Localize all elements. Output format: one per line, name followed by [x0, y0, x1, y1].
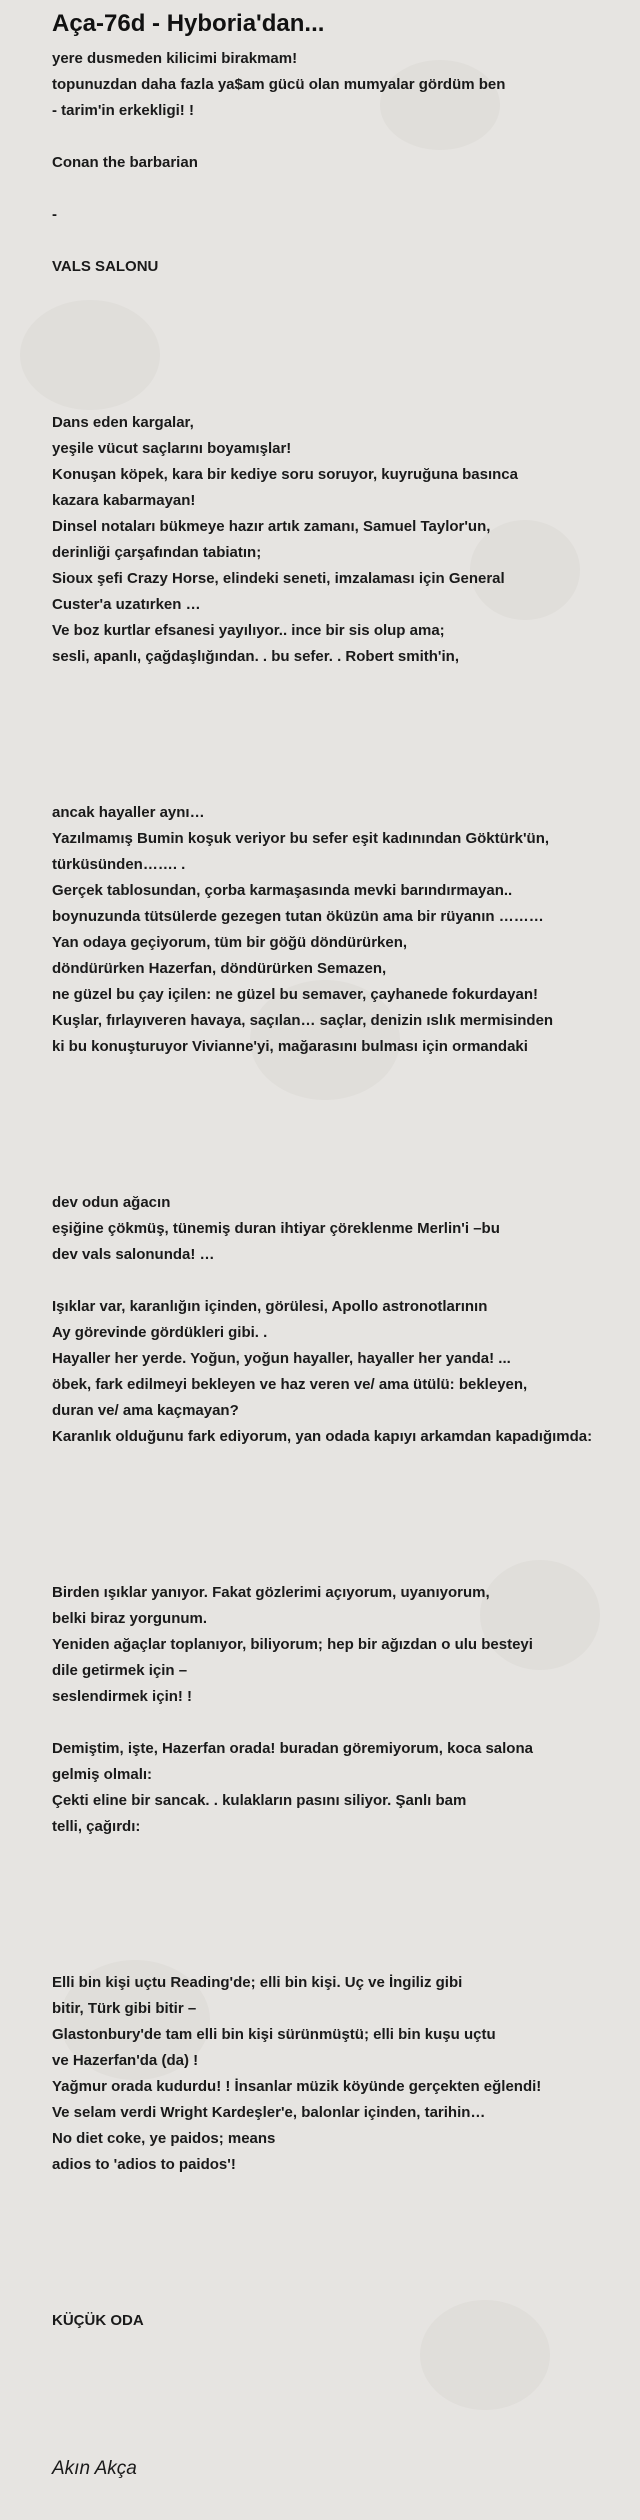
poem-line: Karanlık olduğunu fark ediyorum, yan odada kapıyı arkamdan kapadığımda: [52, 1428, 593, 1445]
poem-line: Ve boz kurtlar efsanesi yayılıyor.. ince bir sis olup ama; [52, 622, 445, 639]
poem-line: ne güzel bu çay içilen: ne güzel bu semaver, çayhanede fokurdayan! [52, 986, 538, 1003]
poem-line: Konuşan köpek, kara bir kediye soru soruyor, kuyruğuna basınca [52, 466, 518, 483]
poem-line: Ve selam verdi Wright Kardeşler'e, balonlar içinden, tarihin… [52, 2104, 486, 2121]
poem-line: Yağmur orada kudurdu! ! İnsanlar müzik köyünde gerçekten eğlendi! [52, 2078, 542, 2095]
poem-line: belki biraz yorgunum. [52, 1610, 208, 1627]
poem-line: Dans eden kargalar, [52, 414, 194, 431]
poem-stanza [52, 1580, 632, 1710]
poem-line: Çekti eline bir sancak. . kulakların pasını siliyor. Şanlı bam [52, 1792, 467, 1809]
poem-line: dev vals salonunda! … [52, 1246, 215, 1263]
poem-line: Kuşlar, fırlayıveren havaya, saçılan… saçlar, denizin ıslık mermisinden [52, 1012, 554, 1029]
poem-line: Gerçek tablosundan, çorba karmaşasında mevki barındırmayan.. [52, 882, 513, 899]
poem-stanza [52, 202, 632, 228]
poem-line: Ay görevinde gördükleri gibi. . [52, 1324, 268, 1341]
poem-line: - tarim'in erkekligi! ! [52, 102, 194, 119]
poem-line: öbek, fark edilmeyi bekleyen ve haz veren ve/ ama ütülü: bekleyen, [52, 1376, 528, 1393]
poem-line: ancak hayaller aynı… [52, 804, 205, 821]
poem-line: dile getirmek için – [52, 1662, 188, 1679]
poem-line: dev odun ağacın [52, 1194, 171, 1211]
poem-stanza [52, 1190, 632, 1268]
poem-stanza [52, 410, 632, 670]
poem-stanza [52, 1970, 632, 2178]
poem-line: - [52, 206, 57, 223]
poem-line: Demiştim, işte, Hazerfan orada! buradan göremiyorum, koca salona [52, 1740, 533, 1757]
poem-line: eşiğine çökmüş, tünemiş duran ihtiyar çöreklenme Merlin'i –bu [52, 1220, 500, 1237]
poem-line: Sioux şefi Crazy Horse, elindeki seneti, imzalaması için General [52, 570, 505, 587]
poem-stanza [52, 1294, 632, 1450]
poem-line: türküsünden……. . [52, 856, 186, 873]
poem-line: döndürürken Hazerfan, döndürürken Semazen, [52, 960, 387, 977]
poem-line: Yeniden ağaçlar toplanıyor, biliyorum; hep bir ağızdan o ulu besteyi [52, 1636, 533, 1653]
poem-line: ve Hazerfan'da (da) ! [52, 2052, 199, 2069]
poem-stanza [52, 150, 632, 176]
poem-line: Conan the barbarian [52, 154, 198, 171]
poem-line: yeşile vücut saçlarını boyamışlar! [52, 440, 292, 457]
poem-line: seslendirmek için! ! [52, 1688, 193, 1705]
poem-line: derinliği çarşafından tabiatın; [52, 544, 262, 561]
poem-line: boynuzunda tütsülerde gezegen tutan öküzün ama bir rüyanın ……… [52, 908, 544, 925]
poem-line: sesli, apanlı, çağdaşlığından. . bu sefer. . Robert smith'in, [52, 648, 459, 665]
poem-stanza [52, 46, 632, 124]
poem-line: Yazılmamış Bumin koşuk veriyor bu sefer eşit kadınından Göktürk'ün, [52, 830, 550, 847]
poem-line: Elli bin kişi uçtu Reading'de; elli bin kişi. Uç ve İngiliz gibi [52, 1974, 463, 1991]
poem-line: adios to 'adios to paidos'! [52, 2156, 236, 2173]
poem-line: duran ve/ ama kaçmayan? [52, 1402, 239, 1419]
poem-stanza [52, 2308, 632, 2334]
poem-line: Custer'a uzatırken … [52, 596, 201, 613]
poem-line: Işıklar var, karanlığın içinden, görülesi, Apollo astronotlarının [52, 1298, 488, 1315]
poem-line: No diet coke, ye paidos; means [52, 2130, 276, 2147]
poem-line: Birden ışıklar yanıyor. Fakat gözlerimi açıyorum, uyanıyorum, [52, 1584, 490, 1601]
poem-author: Akın Akça [52, 2458, 137, 2479]
poem-line: kazara kabarmayan! [52, 492, 196, 509]
poem-stanza [52, 800, 632, 1060]
poem-body [52, 46, 632, 2334]
poem-stanza [52, 1736, 632, 1840]
poem-line: KÜÇÜK ODA [52, 2312, 144, 2329]
poem-stanza [52, 254, 632, 280]
poem-line: telli, çağırdı: [52, 1818, 141, 1835]
poem-line: Dinsel notaları bükmeye hazır artık zamanı, Samuel Taylor'un, [52, 518, 491, 535]
poem-line: bitir, Türk gibi bitir – [52, 2000, 197, 2017]
poem-line: Glastonbury'de tam elli bin kişi sürünmüştü; elli bin kuşu uçtu [52, 2026, 496, 2043]
poem-line: Hayaller her yerde. Yoğun, yoğun hayaller, hayaller her yanda! ... [52, 1350, 511, 1367]
poem-line: gelmiş olmalı: [52, 1766, 153, 1783]
poem-line: VALS SALONU [52, 258, 159, 275]
poem-line: yere dusmeden kilicimi birakmam! [52, 50, 298, 67]
poem-line: ki bu konuşturuyor Vivianne'yi, mağarasını bulması için ormandaki [52, 1038, 528, 1055]
poem-line: topunuzdan daha fazla ya$am gücü olan mumyalar gördüm ben [52, 76, 506, 93]
poem-line: Yan odaya geçiyorum, tüm bir göğü döndürürken, [52, 934, 408, 951]
poem-title: Aça-76d - Hyboria'dan... [52, 10, 325, 37]
